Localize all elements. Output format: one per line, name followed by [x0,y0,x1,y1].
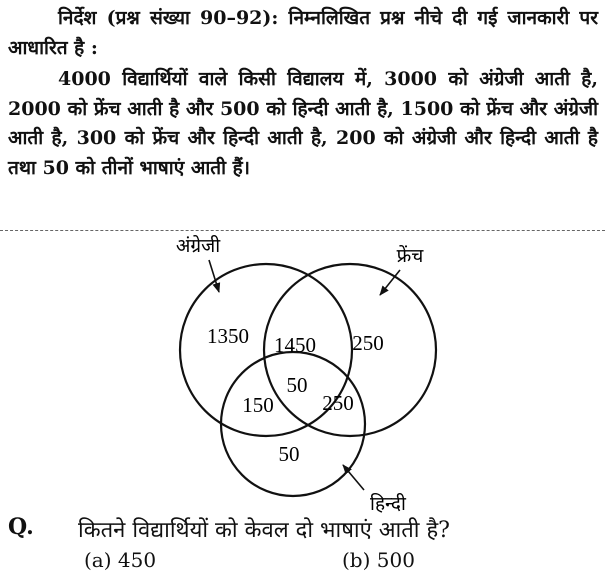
dotted-divider [0,230,605,231]
question-text: कितने विद्यार्थियों को केवल दो भाषाएं आती है? [78,518,450,543]
english-label: अंग्रेजी [175,236,221,257]
option-a-label: (a) [84,548,112,572]
french-hindi-value: 250 [322,391,354,415]
option-b[interactable] [342,548,415,572]
all-three-value: 50 [286,373,308,397]
hindi-only-value: 50 [278,442,300,466]
option-b-value: 500 [376,548,415,572]
option-a[interactable] [84,548,156,572]
hindi-arrow [343,465,364,490]
hindi-label: हिन्दी [370,494,406,515]
english-french-value: 1450 [274,333,316,357]
option-a-value: 450 [117,548,157,572]
english-arrow [209,260,219,292]
english-hindi-value: 150 [242,393,274,417]
french-label: फ्रेंच [396,246,424,267]
directions-text: निर्देश (प्रश्न संख्या 90–92): निम्नलिखित प्रश्न नीचे दी गई जानकारी पर आधारित है : [8,7,598,59]
passage-text: 4000 विद्यार्थियों वाले किसी विद्यालय में, 3000 को अंग्रेजी आती है, 2000 को फ्रेंच आती है और 500 को हिन्दी आती है, 1500 को फ्रेंच और अंग्रेजी आती है, 300 को फ्रेंच और हिन्दी आती है, 200 को अंग्रेजी और हिन्दी आती है तथा 50 को तीनों भाषाएं आती हैं। [8,68,598,179]
english-only-value: 1350 [207,324,249,348]
question-row [8,514,598,544]
option-b-label: (b) [342,548,371,572]
question-marker: Q. [8,514,34,540]
venn-diagram [0,232,605,516]
french-only-value: 250 [352,331,384,355]
